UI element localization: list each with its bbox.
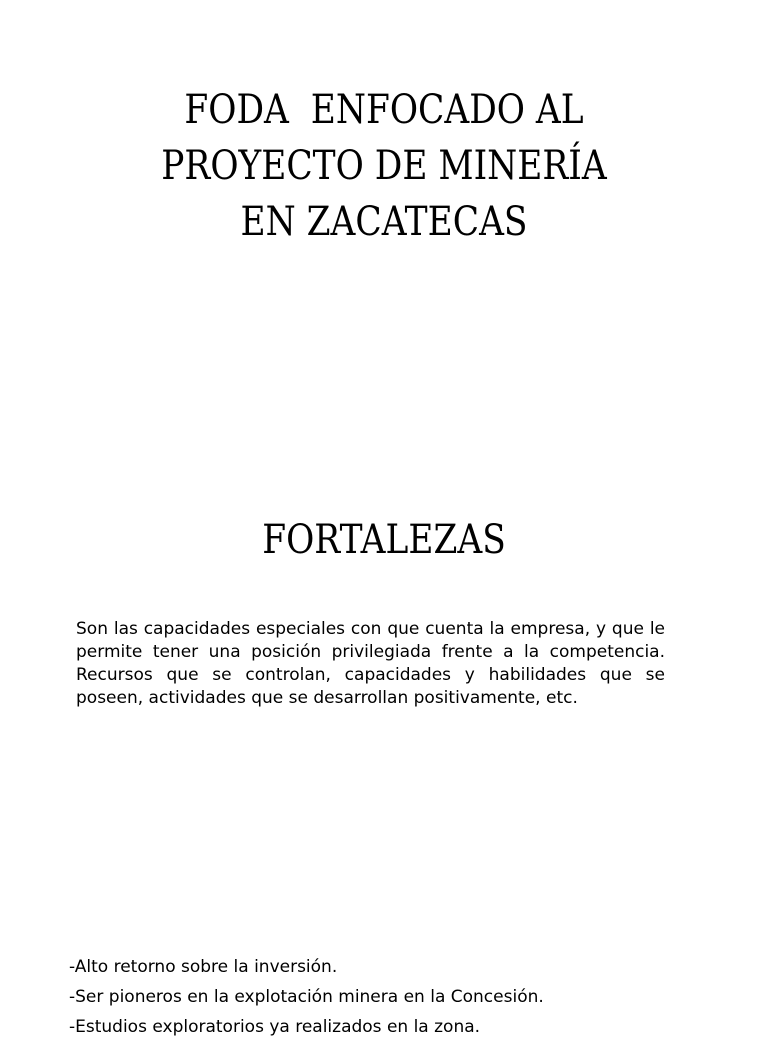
fortalezas-slide — [0, 480, 768, 1037]
page-title — [54, 82, 714, 250]
list-item: -Estudios exploratorios ya realizados en la zona. — [69, 1017, 481, 1037]
title-line: FODA ENFOCADO AL — [184, 87, 584, 133]
list-item: -Ser pioneros en la explotación minera en la Concesión. — [69, 987, 544, 1007]
title-slide — [0, 0, 768, 300]
list-item: -Alto retorno sobre la inversión. — [69, 957, 338, 977]
strengths-list — [69, 952, 749, 1042]
section-description: Son las capacidades especiales con que cuenta la empresa, y que le permite tener una posición privilegiada frente a la competencia. Recursos que se controlan, capacidades y habilidades que se poseen, actividades que se desarrollan positivamente, etc. — [76, 619, 665, 708]
section-heading: FORTALEZAS — [262, 517, 506, 563]
title-line: PROYECTO DE MINERÍA — [161, 143, 607, 189]
title-line: EN ZACATECAS — [240, 199, 528, 245]
